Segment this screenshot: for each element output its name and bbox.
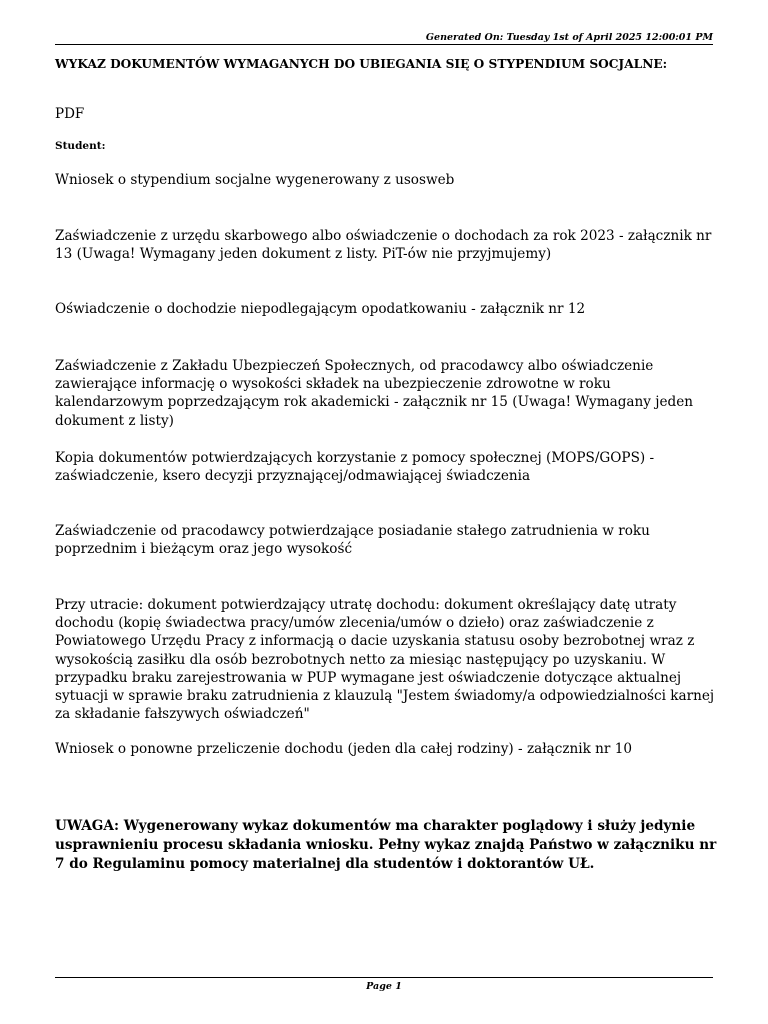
document-item: Zaświadczenie z urzędu skarbowego albo oświadczenie o dochodach za rok 2023 - załącznik nr 13 (Uwaga! Wymagany jeden dokument z listy. PiT-ów nie przyjmujemy) (55, 228, 712, 263)
format-label: PDF (55, 106, 85, 122)
generated-on-header: Generated On: Tuesday 1st of April 2025 12:00:01 PM (425, 32, 713, 43)
document-item: Zaświadczenie od pracodawcy potwierdzające posiadanie stałego zatrudnienia w roku poprzednim i bieżącym oraz jego wysokość (55, 523, 650, 558)
document-item: Wniosek o ponowne przeliczenie dochodu (jeden dla całej rodziny) - załącznik nr 10 (55, 741, 633, 757)
section-label-student: Student: (55, 140, 106, 152)
page-number: Page 1 (366, 981, 402, 992)
footer-divider (55, 977, 713, 978)
document-item: Zaświadczenie z Zakładu Ubezpieczeń Społecznych, od pracodawcy albo oświadczenie zawierające informację o wysokości składek na ubezpieczenie zdrowotne w roku kalendarzowym poprzedzającym rok akademicki - załącznik nr 15 (Uwaga! Wymagany jeden dokument z listy) (55, 358, 694, 429)
document-item: Oświadczenie o dochodzie niepodlegającym opodatkowaniu - załącznik nr 12 (55, 301, 586, 317)
notice-text: UWAGA: Wygenerowany wykaz dokumentów ma charakter poglądowy i służy jedynie usprawnieniu procesu składania wniosku. Pełny wykaz znajdą Państwo w załączniku nr 7 do Regulaminu pomocy materialnej dla studentów i doktorantów UŁ. (55, 818, 717, 872)
document-title: WYKAZ DOKUMENTÓW WYMAGANYCH DO UBIEGANIA SIĘ O STYPENDIUM SOCJALNE: (55, 57, 668, 71)
document-item: Kopia dokumentów potwierdzających korzystanie z pomocy społecznej (MOPS/GOPS) - zaświadczenie, ksero decyzji przyznającej/odmawiającej świadczenia (55, 450, 655, 485)
document-item: Przy utracie: dokument potwierdzający utratę dochodu: dokument określający datę utraty dochodu (kopię świadectwa pracy/umów zlecenia/umów o dzieło) oraz zaświadczenie z Powiatowego Urzędu Pracy z informacją o dacie uzyskania statusu osoby bezrobotnej wraz z wysokością zasiłku dla osób bezrobotnych netto za miesiąc następujący po uzyskaniu. W przypadku braku zarejestrowania w PUP wymagane jest oświadczenie dotyczące aktualnej sytuacji w sprawie braku zatrudnienia z klauzulą "Jestem świadomy/a odpowiedzialności karnej za składanie fałszywych oświadczeń" (55, 597, 715, 723)
header-divider (55, 44, 713, 45)
document-item: Wniosek o stypendium socjalne wygenerowany z usosweb (55, 172, 455, 188)
